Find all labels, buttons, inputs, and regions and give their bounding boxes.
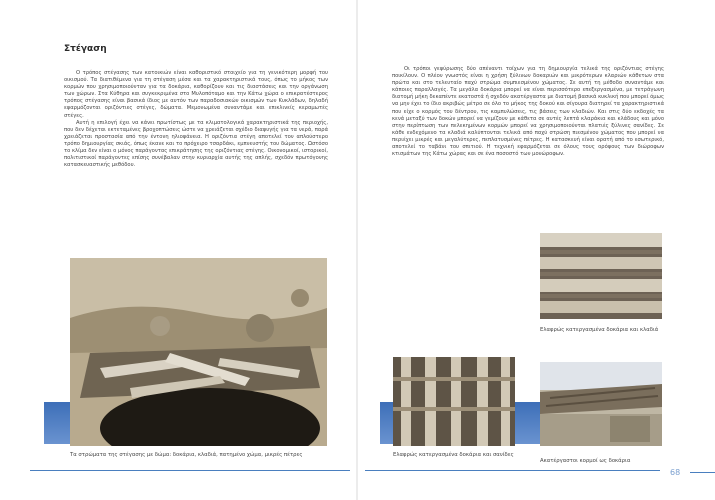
caption-ceiling-beams: Ελαφρώς κατεργασμένα δοκάρια και κλαδιά (540, 327, 659, 333)
ceiling-beams-photo (540, 233, 662, 319)
page-number-rule (690, 472, 715, 473)
caption-ruin: Ακατέργαστοι κορμοί ως δοκάρια (540, 458, 631, 464)
paragraph: Ο τρόπος στέγασης των κατοικιών είναι καθοριστικό στοιχείο για τη γενικότερη μορφή του οικισμού. Τα διατιθέμενα για τη στέγαση μέσα και τα χαρακτηριστικά τους, όπως το μήκος των κορμών που χρησιμοποιούνταν για τα δοκάρια, καθορίζουν και τις διαστάσεις και την οργάνωση των χώρων. Στα Κύθηρα και συγκεκριμένα στο Μυλοπόταμο και την Κάτω χώρα ο επικρατέστερος τρόπος στέγασης είναι βασικά ίδιος με αυτόν των παραδοσιακών οικισμών των Κυκλάδων, δηλαδή εφαρμόζονται οριζόντιες στέγες, δώματα. Μεμονωμένα συναντάμε και επικλινείς κεραμωτές στέγες. (64, 70, 328, 119)
section-heading: Στέγαση (64, 44, 107, 54)
caption-ceiling-planks: Ελαφρώς κατεργασμένα δοκάρια και σανίδες (393, 452, 514, 458)
paragraph: Αυτή η επιλογή έχει να κάνει πρωτίστως με τα κλιματολογικά χαρακτηριστικά της περιοχής, που δεν δέχεται εκτεταμένες βροχοπτώσεις ώστε να χρειάζεται σχέδιο διαφυγής για τα νερά, παρά χρειάζεται προστασία από την έντονη ηλιοφάνεια. Η οριζόντια στέγη αποτελεί τον απλούστερο τρόπο δημιουργίας σκιάς, όπως έκανε και το πρόχειρο τσαρδάκι, εμπνευστής του δώματος. Ωστόσο το κλίμα δεν είναι ο μόνος παράγοντας επικράτησης της οριζόντιας στέγης. Οικονομικοί, ιστορικοί, πολιτιστικοί παράγοντες επίσης συνέβαλαν στην κυριαρχία αυτής της απλής, σχεδόν πρωτόγονης κατασκευαστικής μεθόδου. (64, 119, 328, 169)
ceiling-planks-photo (393, 357, 515, 446)
left-text-column (64, 70, 328, 169)
roof-layers-photo (70, 258, 327, 446)
ruin-photo (540, 362, 662, 446)
right-text-column (392, 66, 664, 158)
page-gutter (356, 0, 358, 500)
paragraph: Οι τρόποι γεφύρωσης δύο απέναντι τοίχων για τη δημιουργία τελικά της οριζόντιας στέγης ποικίλουν. Ο πλέον γνωστός είναι η χρήση ξύλινων δοκαριών και μικρότερων κλαριών κάθετων στα πρώτα και στο τελευταίο παχύ στρώμα συμπιεσμένου χώματος. Σε αυτή τη μέθοδο συναντάμε και κάποιες παραλλαγές. Τα μεγάλα δοκάρια μπορεί να είναι περισσότερο επεξεργασμένα, με τετράγωνη διατομή μήκη δεκαπέντε εκατοστά ή σχεδόν ακατέργαστα με διατομή βασικά κυκλική που μπορεί όμως να μην έχει το ίδιο ακριβώς μέτρο σε όλο το μήκος της δοκού και σίγουρα διατηρεί τα χαρακτηριστικά που είχε ο κορμός του δέντρου, τις καμπυλώσεις, τις βάσεις των κλαδιών. Και στις δύο εκδοχές τα κενά μεταξύ των δοκών μπορεί να γεμίζουν με κάθετα σε αυτές λεπτά κλαράκια και κλάδους και μόνο στην περίπτωση των πελεκημένων κορμών μπορεί να χρησιμοποιούνται πλατιές ξύλινες σανίδες. Σε κάθε ενδεχόμενο τα κλαδιά καλύπτονται τελικά από παχύ στρώση πιεσμένου χώματος που μπορεί να περιέχει μικρές και μεγαλύτερες, πεπλατυσμένες πέτρες. Η κατασκευή είναι ορατή από το εσωτερικό, αποτελεί το ταβάνι του σπιτιού. Η τεχνική εφαρμόζεται σε όλους τους ορόφους των διώροφων κτισμάτων της Κάτω χώρας και σε ένα ποσοστό των μονώροφων. (392, 66, 664, 158)
page-number: 68 (670, 468, 681, 477)
bottom-rule-left (30, 470, 350, 471)
bottom-rule-right (365, 470, 660, 471)
caption-roof-layers: Τα στρώματα της στέγασης με δώμα: δοκάρια, κλαδιά, πατημένο χώμα, μικρές πέτρες (70, 452, 303, 458)
